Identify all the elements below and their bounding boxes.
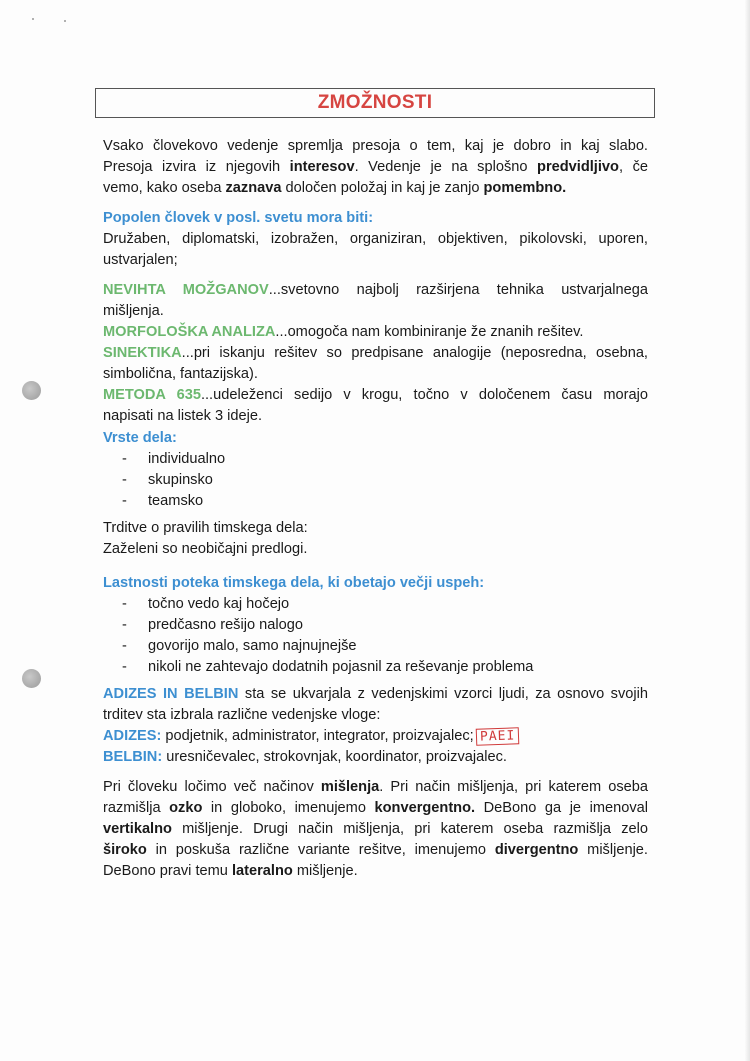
list-item [103, 636, 648, 657]
text: napisati na listek 3 ideje. [103, 408, 263, 424]
bold-text: mišlenja [320, 779, 380, 795]
bold-text: predvidljivo [537, 159, 619, 175]
list-item [103, 449, 648, 470]
section-heading: Vrste dela: [103, 430, 177, 446]
text: točno vedo kaj hočejo [148, 596, 290, 612]
teamwork-claims [103, 518, 648, 560]
text: Trditve o pravilih timskega dela: [103, 520, 308, 536]
intro-paragraph [103, 136, 648, 199]
text: ...udeleženci sedijo v krogu, točno v določenem času morajo [200, 387, 648, 403]
scan-speck [32, 18, 34, 20]
list-bullet: - [122, 596, 127, 612]
bold-text: konvergentno. [374, 800, 476, 816]
thinking-paragraph [103, 777, 648, 882]
teamwork-properties-section [103, 573, 648, 678]
text-line [103, 539, 648, 560]
title-box [95, 88, 655, 118]
list-item [103, 470, 648, 491]
text-line [103, 343, 648, 364]
text-line [103, 747, 648, 768]
list-bullet: - [122, 451, 127, 467]
text: skupinsko [148, 472, 213, 488]
text: ...svetovno najbolj razširjena tehnika ustvarjalnega [268, 282, 648, 298]
text: podjetnik, administrator, integrator, proizvajalec; [161, 728, 474, 744]
section-heading: BELBIN: [103, 749, 163, 765]
text: nikoli ne zahtevajo dodatnih pojasnil za reševanje problema [148, 659, 534, 675]
list-item [103, 615, 648, 636]
text: DeBono pravi temu [103, 863, 232, 879]
technique-term: SINEKTIKA [103, 345, 182, 361]
text: trditev sta izbrala različne vedenjske vloge: [103, 707, 381, 723]
bold-text: vertikalno [103, 821, 172, 837]
text: predčasno rešijo nalogo [148, 617, 303, 633]
list-bullet: - [122, 493, 127, 509]
page-title: ZMOŽNOSTI [317, 92, 433, 113]
text-line [103, 573, 648, 594]
text-line [103, 798, 648, 819]
text-line [103, 280, 648, 301]
list-bullet: - [122, 638, 127, 654]
text: ...pri iskanju rešitev so predpisane analogije (neposredna, osebna, [181, 345, 648, 361]
page-edge-shadow [744, 0, 750, 1061]
text: in poskuša različne variante rešitve, imenujemo [146, 842, 495, 858]
text-line [103, 840, 648, 861]
list-bullet: - [122, 472, 127, 488]
text: sta se ukvarjala z vedenjskimi vzorci ljudi, za osnovo svojih [238, 686, 648, 702]
adizes-belbin-section [103, 684, 648, 768]
text: vemo, kako oseba [103, 180, 226, 196]
text-line [103, 406, 648, 427]
scan-speck [64, 20, 66, 22]
list-item [103, 491, 648, 512]
handwritten-paei-annotation: PAEI [475, 727, 519, 746]
text-line [103, 684, 648, 705]
text-line [103, 777, 648, 798]
bold-text: divergentno [494, 842, 579, 858]
text: uresničevalec, strokovnjak, koordinator, proizvajalec. [162, 749, 507, 765]
bold-text: ozko [169, 800, 203, 816]
text: . Pri način mišljenja, pri katerem oseba [379, 779, 648, 795]
text: Pri človeku ločimo več načinov [103, 779, 321, 795]
text-line [103, 428, 648, 449]
technique-term: METODA 635 [103, 387, 201, 403]
section-heading: ADIZES IN BELBIN [103, 686, 239, 702]
ideal-person-section [103, 208, 648, 271]
text: Družaben, diplomatski, izobražen, organiziran, objektiven, pikolovski, uporen, [103, 231, 648, 247]
section-heading: Popolen človek v posl. svetu mora biti: [103, 210, 374, 226]
text: teamsko [148, 493, 204, 509]
text: Vsako človekovo vedenje spremlja presoja o tem, kaj je dobro in kaj slabo. [103, 138, 648, 154]
text: individualno [148, 451, 226, 467]
list-item [103, 594, 648, 615]
text: ustvarjalen; [103, 252, 178, 268]
text: . Vedenje je na splošno [354, 159, 538, 175]
text-line [103, 819, 648, 840]
section-heading: ADIZES: [103, 728, 162, 744]
text: simbolična, fantazijska). [103, 366, 258, 382]
bold-text: široko [103, 842, 147, 858]
text: Zaželeni so neobičajni predlogi. [103, 541, 308, 557]
text: ...omogoča nam kombiniranje že znanih rešitev. [275, 324, 584, 340]
bold-text: pomembno. [483, 180, 567, 196]
list-bullet: - [122, 659, 127, 675]
text: mišljenja. [103, 303, 164, 319]
text-line [103, 208, 648, 229]
bold-text: lateralno [231, 863, 293, 879]
section-heading: Lastnosti poteka timskega dela, ki obetajo večji uspeh: [103, 575, 485, 591]
punch-hole [22, 669, 41, 688]
text: mišljenje. Drugi način mišljenja, pri katerem oseba razmišlja zelo [171, 821, 648, 837]
list-item [103, 657, 648, 678]
text-line [103, 385, 648, 406]
list-bullet: - [122, 617, 127, 633]
text-line [103, 178, 648, 199]
text-line [103, 726, 648, 747]
text-line [103, 518, 648, 539]
text: DeBono ga je imenoval [475, 800, 649, 816]
technique-term: MORFOLOŠKA ANALIZA [103, 324, 276, 340]
text-line [103, 250, 648, 271]
text-line [103, 229, 648, 250]
text: govorijo malo, samo najnujnejše [148, 638, 357, 654]
text-line [103, 364, 648, 385]
text: razmišlja [103, 800, 170, 816]
technique-term: NEVIHTA MOŽGANOV [103, 282, 269, 298]
work-types-section [103, 428, 648, 512]
techniques-section [103, 280, 648, 427]
text-line [103, 705, 648, 726]
text-line [103, 322, 648, 343]
bold-text: zaznava [225, 180, 282, 196]
text: določen položaj in kaj je zanjo [281, 180, 484, 196]
text: Presoja izvira iz njegovih [103, 159, 290, 175]
text: mišljenje. [578, 842, 648, 858]
text-line [103, 301, 648, 322]
text: mišljenje. [292, 863, 358, 879]
punch-hole [22, 381, 41, 400]
text-line [103, 136, 648, 157]
bold-text: interesov [289, 159, 355, 175]
text: , če [618, 159, 648, 175]
text: in globoko, imenujemo [202, 800, 375, 816]
text-line [103, 157, 648, 178]
text-line [103, 861, 648, 882]
